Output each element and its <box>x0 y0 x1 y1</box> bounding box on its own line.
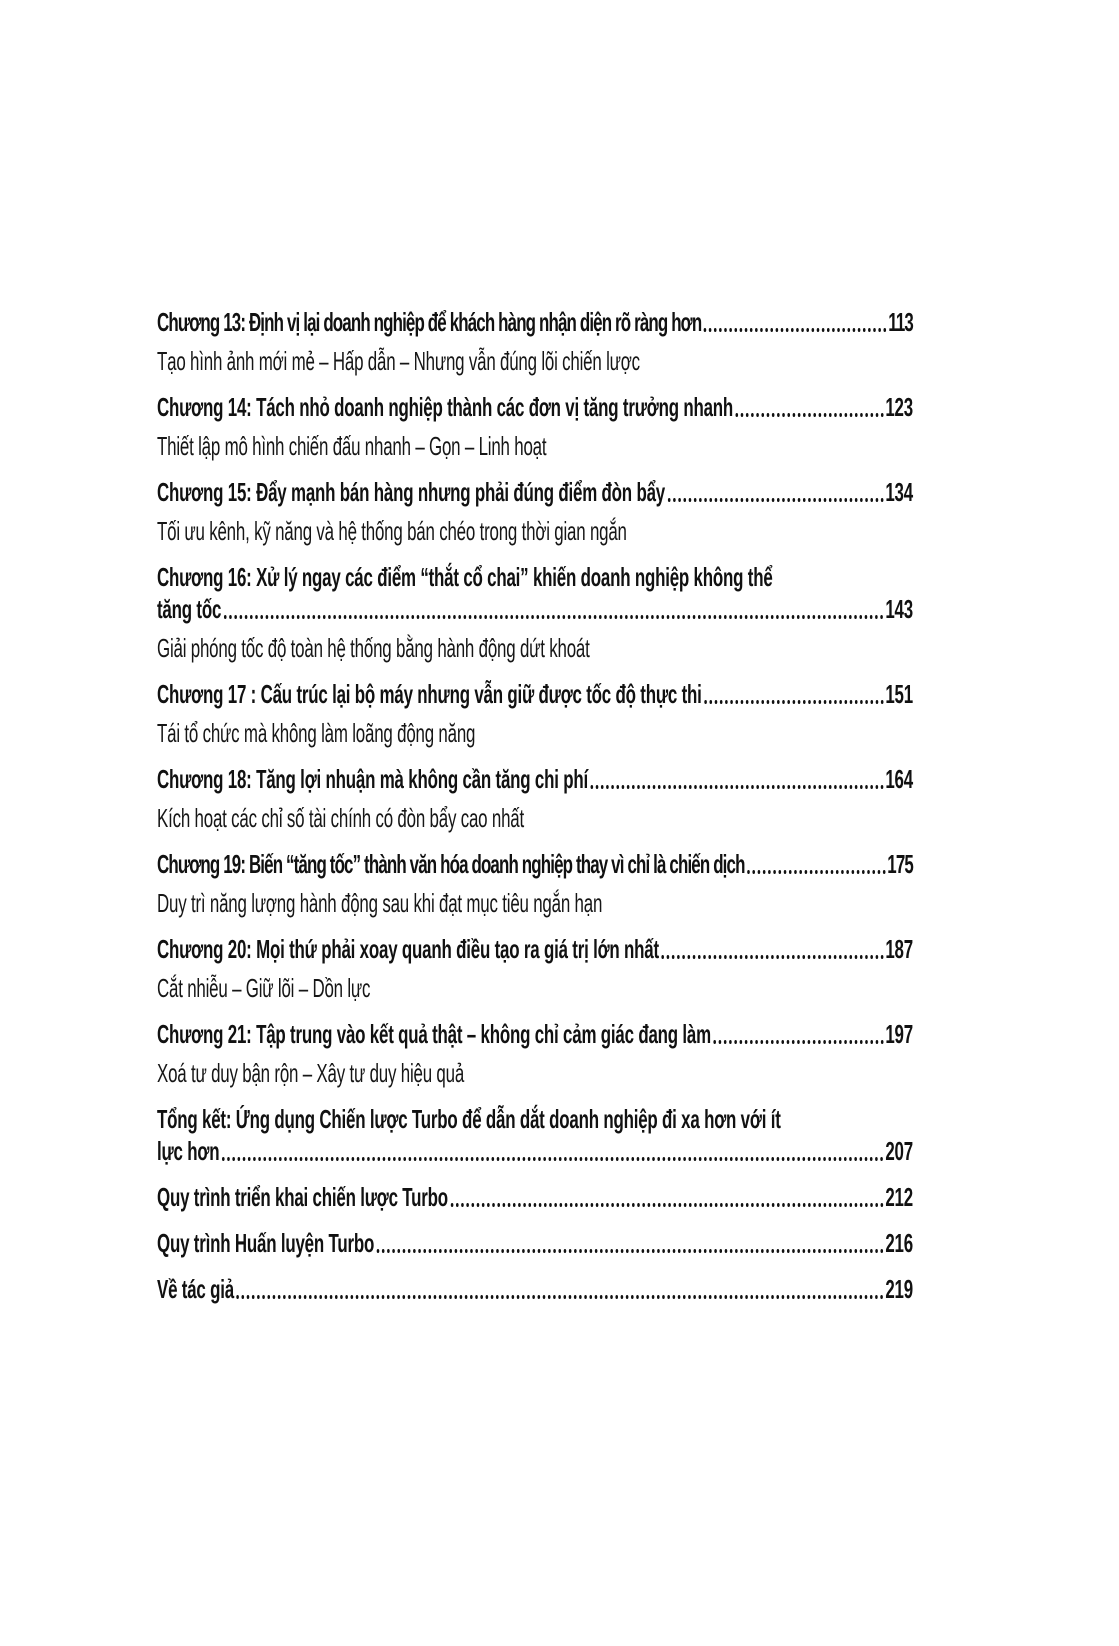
dotted-leader <box>668 498 884 502</box>
dotted-leader <box>662 955 884 959</box>
toc-entry <box>157 1103 913 1167</box>
entry-heading-row <box>157 678 913 710</box>
entry-title: Chương 17 : Cấu trúc lại bộ máy nhưng vẫn giữ được tốc độ thực thi <box>157 679 702 709</box>
toc-entry <box>157 933 913 1004</box>
toc-entry <box>157 678 913 749</box>
page-number: 187 <box>885 934 913 964</box>
entry-subtitle: Cắt nhiễu – Giữ lõi – Dồn lực <box>157 973 371 1003</box>
entry-subtitle: Tối ưu kênh, kỹ năng và hệ thống bán chéo trong thời gian ngắn <box>157 516 627 546</box>
entry-title: Chương 19: Biến “tăng tốc” thành văn hóa doanh nghiệp thay vì chỉ là chiến dịch <box>157 849 745 879</box>
dotted-leader <box>237 1295 884 1299</box>
toc-entry <box>157 1181 913 1213</box>
entry-subtitle: Kích hoạt các chỉ số tài chính có đòn bẩy cao nhất <box>157 803 524 833</box>
entry-title: Chương 15: Đẩy mạnh bán hàng nhưng phải đúng điểm đòn bẩy <box>157 477 665 507</box>
page-number: 175 <box>887 849 913 879</box>
page-number: 219 <box>885 1274 913 1304</box>
dotted-leader <box>222 1157 883 1161</box>
dotted-leader <box>747 870 885 874</box>
entry-heading-row <box>157 391 913 423</box>
entry-title: Chương 21: Tập trung vào kết quả thật – không chỉ cảm giác đang làm <box>157 1019 711 1049</box>
entry-heading-row <box>157 561 913 593</box>
page-number: 151 <box>885 679 913 709</box>
page-number: 197 <box>885 1019 913 1049</box>
dotted-leader <box>714 1040 884 1044</box>
page-number: 164 <box>885 764 913 794</box>
entry-title: Quy trình Huấn luyện Turbo <box>157 1228 375 1258</box>
page-number: 123 <box>885 392 913 422</box>
page-number: 212 <box>885 1182 913 1212</box>
toc-entry <box>157 476 913 547</box>
entry-heading-row <box>157 1227 913 1259</box>
entry-heading-row <box>157 933 913 965</box>
entry-title: Chương 13: Định vị lại doanh nghiệp để khách hàng nhận diện rõ ràng hơn <box>157 307 702 337</box>
toc-entry <box>157 391 913 462</box>
toc-entry <box>157 763 913 834</box>
dotted-leader <box>704 700 883 704</box>
entry-title: Chương 18: Tăng lợi nhuận mà không cần tăng chi phí <box>157 764 589 794</box>
entry-heading-row <box>157 1018 913 1050</box>
page-number: 113 <box>888 307 913 337</box>
table-of-contents <box>157 306 913 1319</box>
entry-subtitle: Duy trì năng lượng hành động sau khi đạt mục tiêu ngắn hạn <box>157 888 603 918</box>
entry-title: Tổng kết: Ứng dụng Chiến lược Turbo để dẫn dắt doanh nghiệp đi xa hơn với ít <box>157 1104 781 1134</box>
entry-heading-row <box>157 1181 913 1213</box>
entry-title: Chương 20: Mọi thứ phải xoay quanh điều tạo ra giá trị lớn nhất <box>157 934 659 964</box>
page-number: 207 <box>885 1136 913 1166</box>
page-number: 143 <box>885 594 913 624</box>
entry-title: Chương 16: Xử lý ngay các điểm “thắt cổ chai” khiến doanh nghiệp không thể <box>157 562 773 592</box>
entry-heading-row <box>157 1273 913 1305</box>
entry-heading-row <box>157 306 913 338</box>
dotted-leader <box>377 1249 884 1253</box>
entry-heading-row-continued <box>157 1135 913 1167</box>
dotted-leader <box>451 1203 884 1207</box>
dotted-leader <box>224 615 884 619</box>
entry-heading-row <box>157 763 913 795</box>
dotted-leader <box>736 413 884 417</box>
page-number: 134 <box>885 477 913 507</box>
entry-title: Quy trình triển khai chiến lược Turbo <box>157 1182 448 1212</box>
toc-entry <box>157 561 913 664</box>
entry-title: Về tác giả <box>157 1274 234 1304</box>
dotted-leader <box>704 328 886 332</box>
entry-title-continued: tăng tốc <box>157 594 222 624</box>
entry-heading-row-continued <box>157 593 913 625</box>
entry-heading-row <box>157 1103 913 1135</box>
entry-subtitle: Thiết lập mô hình chiến đấu nhanh – Gọn – Linh hoạt <box>157 431 547 461</box>
entry-heading-row <box>157 476 913 508</box>
entry-subtitle: Giải phóng tốc độ toàn hệ thống bằng hành động dứt khoát <box>157 633 590 663</box>
toc-entry <box>157 848 913 919</box>
page-number: 216 <box>885 1228 913 1258</box>
entry-subtitle: Xoá tư duy bận rộn – Xây tư duy hiệu quả <box>157 1058 465 1088</box>
toc-list <box>157 306 913 1305</box>
toc-entry <box>157 1273 913 1305</box>
entry-subtitle: Tạo hình ảnh mới mẻ – Hấp dẫn – Nhưng vẫn đúng lõi chiến lược <box>157 346 640 376</box>
entry-title: Chương 14: Tách nhỏ doanh nghiệp thành các đơn vị tăng trưởng nhanh <box>157 392 734 422</box>
toc-entry <box>157 1018 913 1089</box>
entry-heading-row <box>157 848 913 880</box>
toc-entry <box>157 1227 913 1259</box>
entry-subtitle: Tái tổ chức mà không làm loãng động năng <box>157 718 476 748</box>
entry-title-continued: lực hơn <box>157 1136 220 1166</box>
dotted-leader <box>591 785 884 789</box>
toc-entry <box>157 306 913 377</box>
